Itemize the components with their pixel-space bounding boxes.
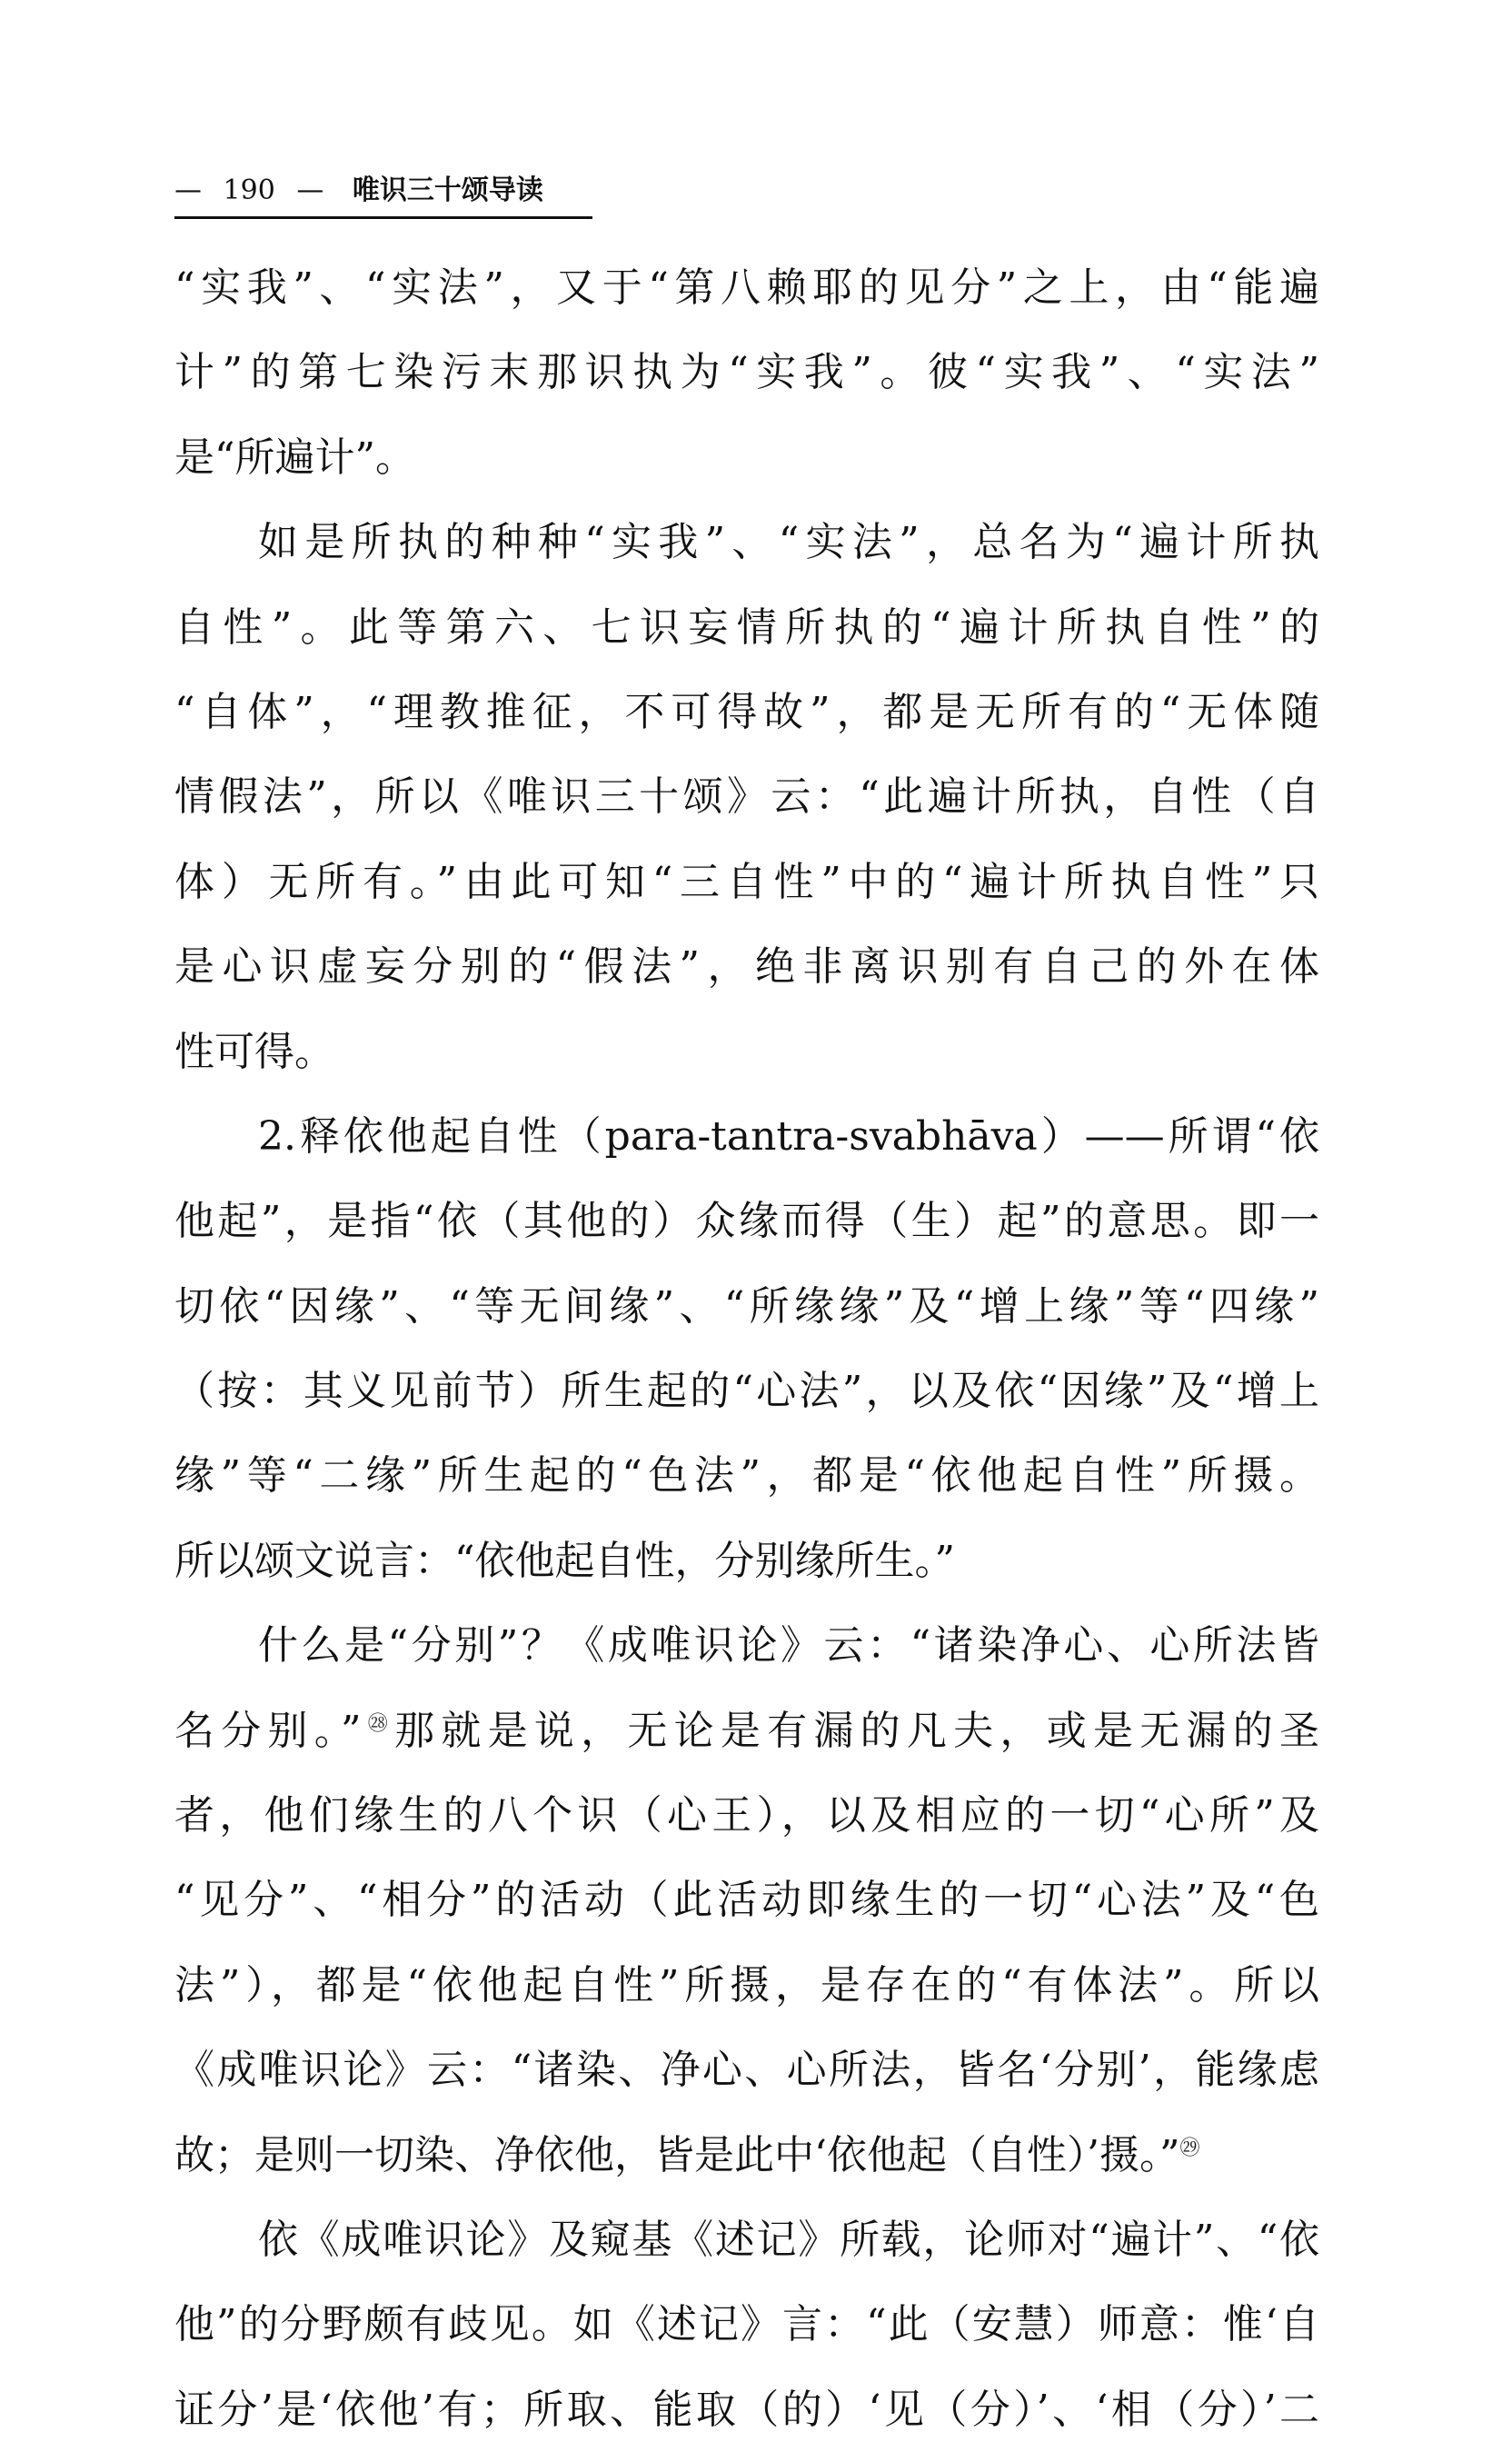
text-line: 2.释依他起自性（para-tantra-svabhāva）——所谓“依 [258,1112,1319,1160]
text-line: 体）无所有。”由此可知“三自性”中的“遍计所执自性”只 [174,858,1319,905]
header-dash-right: — [296,174,324,206]
text-line: （按：其义见前节）所生起的“心法”，以及依“因缘”及“增上 [174,1368,1319,1415]
text-line: 他起”，是指“依（其他的）众缘而得（生）起”的意思。即一 [174,1198,1319,1245]
text-line [174,2113,1319,2198]
text-fragment: 名分别。” [174,1707,362,1754]
text-line: “实我”、“实法”，又于“第八赖耶的见分”之上，由“能遍 [174,264,1319,311]
body-text [174,245,1319,2452]
text-line: 计”的第七染污末那识执为“实我”。彼“实我”、“实法” [174,349,1319,396]
text-line: 所以颂文说言：“依他起自性，分别缘所生。” [174,1537,955,1584]
text-line: 是心识虚妄分别的“假法”，绝非离识别有自己的外在体 [174,943,1319,991]
text-line: 缘”等“二缘”所生起的“色法”，都是“依他起自性”所摄。 [174,1452,1319,1500]
text-fragment: 故；是则一切染、净依他，皆是此中‘依他起（自性）’摄。” [174,2131,1180,2178]
text-line: 性可得。 [174,1028,334,1075]
text-line: “自体”，“理教推征，不可得故”，都是无所有的“无体随 [174,688,1319,735]
text-line: 法”），都是“依他起自性”所摄，是存在的“有体法”。所以 [174,1961,1319,2008]
footnote-mark: ㉘ [361,1711,395,1735]
text-line: 是“所遍计”。 [174,434,415,481]
text-line: 《成唯识论》云：“诸染、净心、心所法，皆名‘分别’，能缘虑 [174,2047,1319,2094]
text-line: “见分”、“相分”的活动（此活动即缘生的一切“心法”及“色 [174,1877,1319,1924]
text-line: 自性”。此等第六、七识妄情所执的“遍计所执自性”的 [174,603,1319,651]
text-line: 切依“因缘”、“等无间缘”、“所缘缘”及“增上缘”等“四缘” [174,1282,1319,1330]
text-line: 依《成唯识论》及窥基《述记》所载，论师对“遍计”、“依 [258,2216,1319,2263]
text-line: 者，他们缘生的八个识（心王），以及相应的一切“心所”及 [174,1792,1319,1839]
text-fragment: 那就是说，无论是有漏的凡夫，或是无漏的圣 [394,1707,1319,1754]
book-title: 唯识三十颂导读 [352,174,543,206]
text-line: 证分’是‘依他’有；所取、能取（的）‘见（分）’、‘相（分）’二 [174,2386,1319,2433]
running-header [174,173,592,219]
page-number: 190 [223,174,275,206]
header-dash-left: — [174,174,202,206]
text-line: 他”的分野颇有歧见。如《述记》言：“此（安慧）师意：惟‘自 [174,2301,1319,2348]
text-line: 如是所执的种种“实我”、“实法”，总名为“遍计所执 [258,519,1319,566]
text-line [174,1689,1319,1773]
footnote-mark: ㉙ [1179,2136,1200,2159]
text-line: 什么是“分别”？《成唯识论》云：“诸染净心、心所法皆 [258,1622,1319,1670]
text-line: 情假法”，所以《唯识三十颂》云：“此遍计所执，自性（自 [174,773,1319,821]
